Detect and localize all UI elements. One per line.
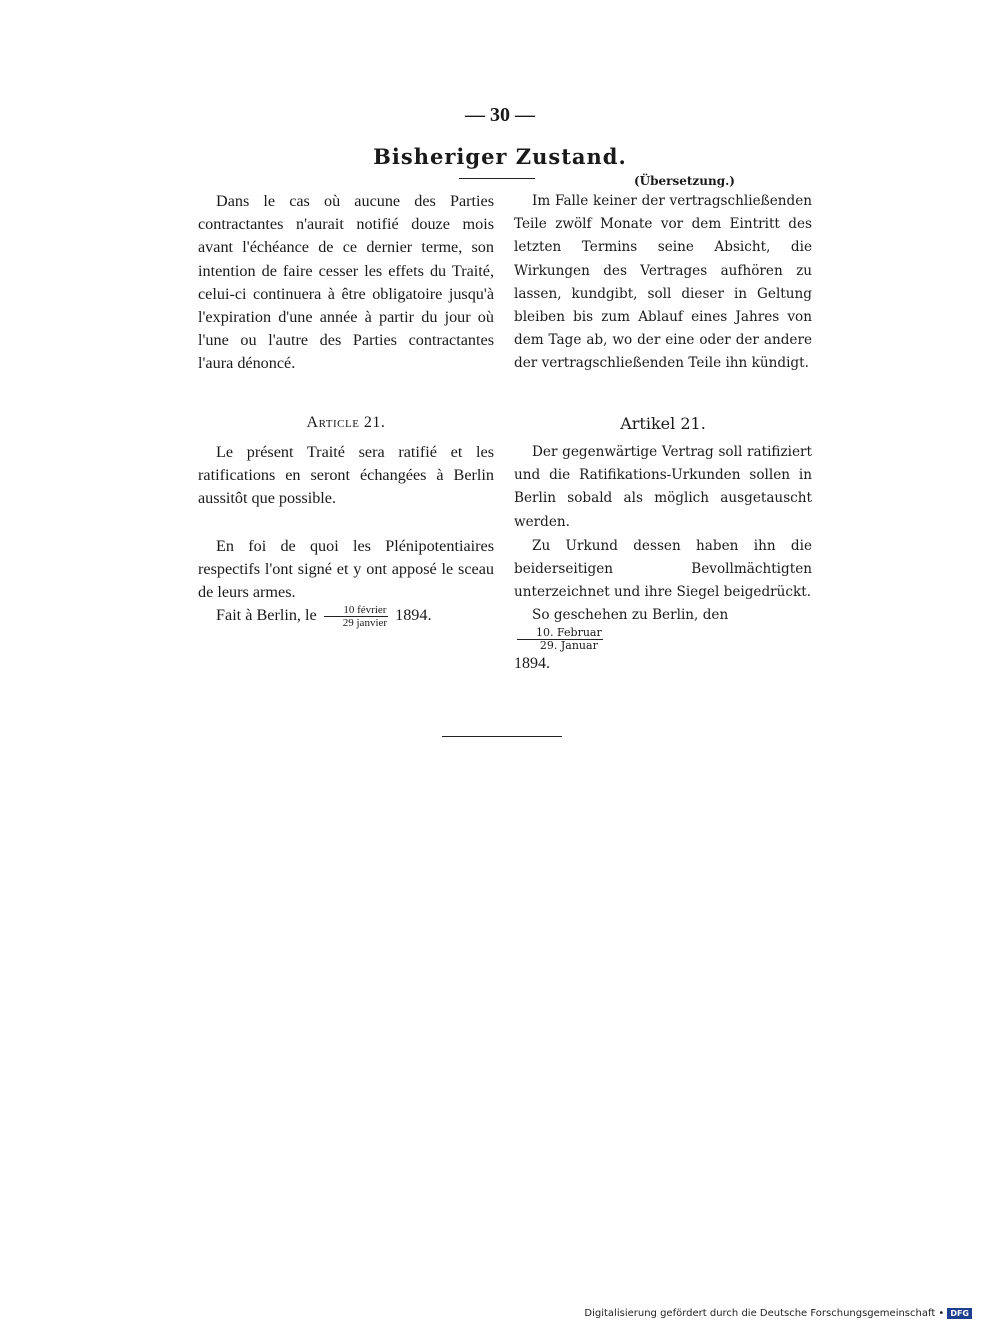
french-paragraph-1 bbox=[198, 190, 494, 376]
german-year: 1894. bbox=[514, 655, 550, 673]
end-rule bbox=[442, 736, 562, 737]
translation-note: (Übersetzung.) bbox=[634, 174, 735, 188]
french-signing-line bbox=[198, 604, 494, 629]
german-paragraph-1 bbox=[514, 190, 812, 376]
footer-credit bbox=[584, 1308, 972, 1319]
french-date-den: 29 janvier bbox=[342, 617, 388, 629]
section-heading: Bisheriger Zustand. bbox=[373, 144, 627, 169]
french-para-1-text: Dans le cas où aucune des Parties contractantes n'aurait notifié douze mois avant l'échéance de ce dernier terme, son intention de faire cesser les effets du Traité, celui-ci continuera à être obligatoire jusqu'à l'expiration d'une année à partir du jour où l'une ou l'autre des Parties contractantes l'aura dénoncé. bbox=[198, 192, 494, 373]
german-paragraph-2 bbox=[514, 441, 812, 534]
german-article-heading: Artikel 21. bbox=[620, 414, 706, 433]
german-para-1-text: Im Falle keiner der vertragschließenden Teile zwölf Monate vor dem Eintritt des letzten Termins seine Absicht, die Wirkungen des Vertrages aufhören zu lassen, kundgibt, soll dieser in Geltung bleiben bis zum Ablauf eines Jahres von dem Tage ab, wo der eine oder der andere der vertragschließenden Teile ihn kündigt. bbox=[514, 193, 812, 372]
german-para-3-text: Zu Urkund dessen haben ihn die beiderseitigen Bevollmächtigten unterzeichnet und ihre Siegel beigedrückt. bbox=[514, 538, 812, 601]
french-para-2-text: Le présent Traité sera ratifié et les ratifications en seront échangées à Berlin aussitôt que possible. bbox=[198, 443, 494, 508]
french-paragraph-2 bbox=[198, 441, 494, 511]
german-para-2-text: Der gegenwärtige Vertrag soll ratifiziert und die Ratifikations-Urkunden sollen in Berlin sobald als möglich ausgetauscht werden. bbox=[514, 444, 812, 530]
french-article-heading: Article 21. bbox=[306, 414, 386, 431]
german-date-num: 10. Februar bbox=[517, 627, 603, 640]
german-signing-line bbox=[514, 604, 812, 675]
german-date-fraction bbox=[517, 627, 603, 652]
french-date-num: 10 février bbox=[324, 604, 388, 617]
german-signing-prefix: So geschehen zu Berlin, den bbox=[532, 607, 729, 623]
french-date-fraction bbox=[324, 604, 388, 629]
heading-rule bbox=[459, 178, 535, 179]
french-signing-prefix: Fait à Berlin, le bbox=[216, 606, 317, 625]
french-para-3-text: En foi de quoi les Plénipotentiaires respectifs l'ont signé et y ont apposé le sceau de leurs armes. bbox=[198, 537, 494, 602]
dfg-logo-icon: DFG bbox=[947, 1308, 972, 1319]
german-date-den: 29. Januar bbox=[539, 639, 598, 653]
footer-text: Digitalisierung gefördert durch die Deutsche Forschungsgemeinschaft • bbox=[584, 1308, 945, 1319]
french-year: 1894. bbox=[395, 606, 432, 625]
page-number: — 30 — bbox=[465, 104, 535, 126]
french-paragraph-3 bbox=[198, 535, 494, 605]
german-paragraph-3 bbox=[514, 535, 812, 605]
